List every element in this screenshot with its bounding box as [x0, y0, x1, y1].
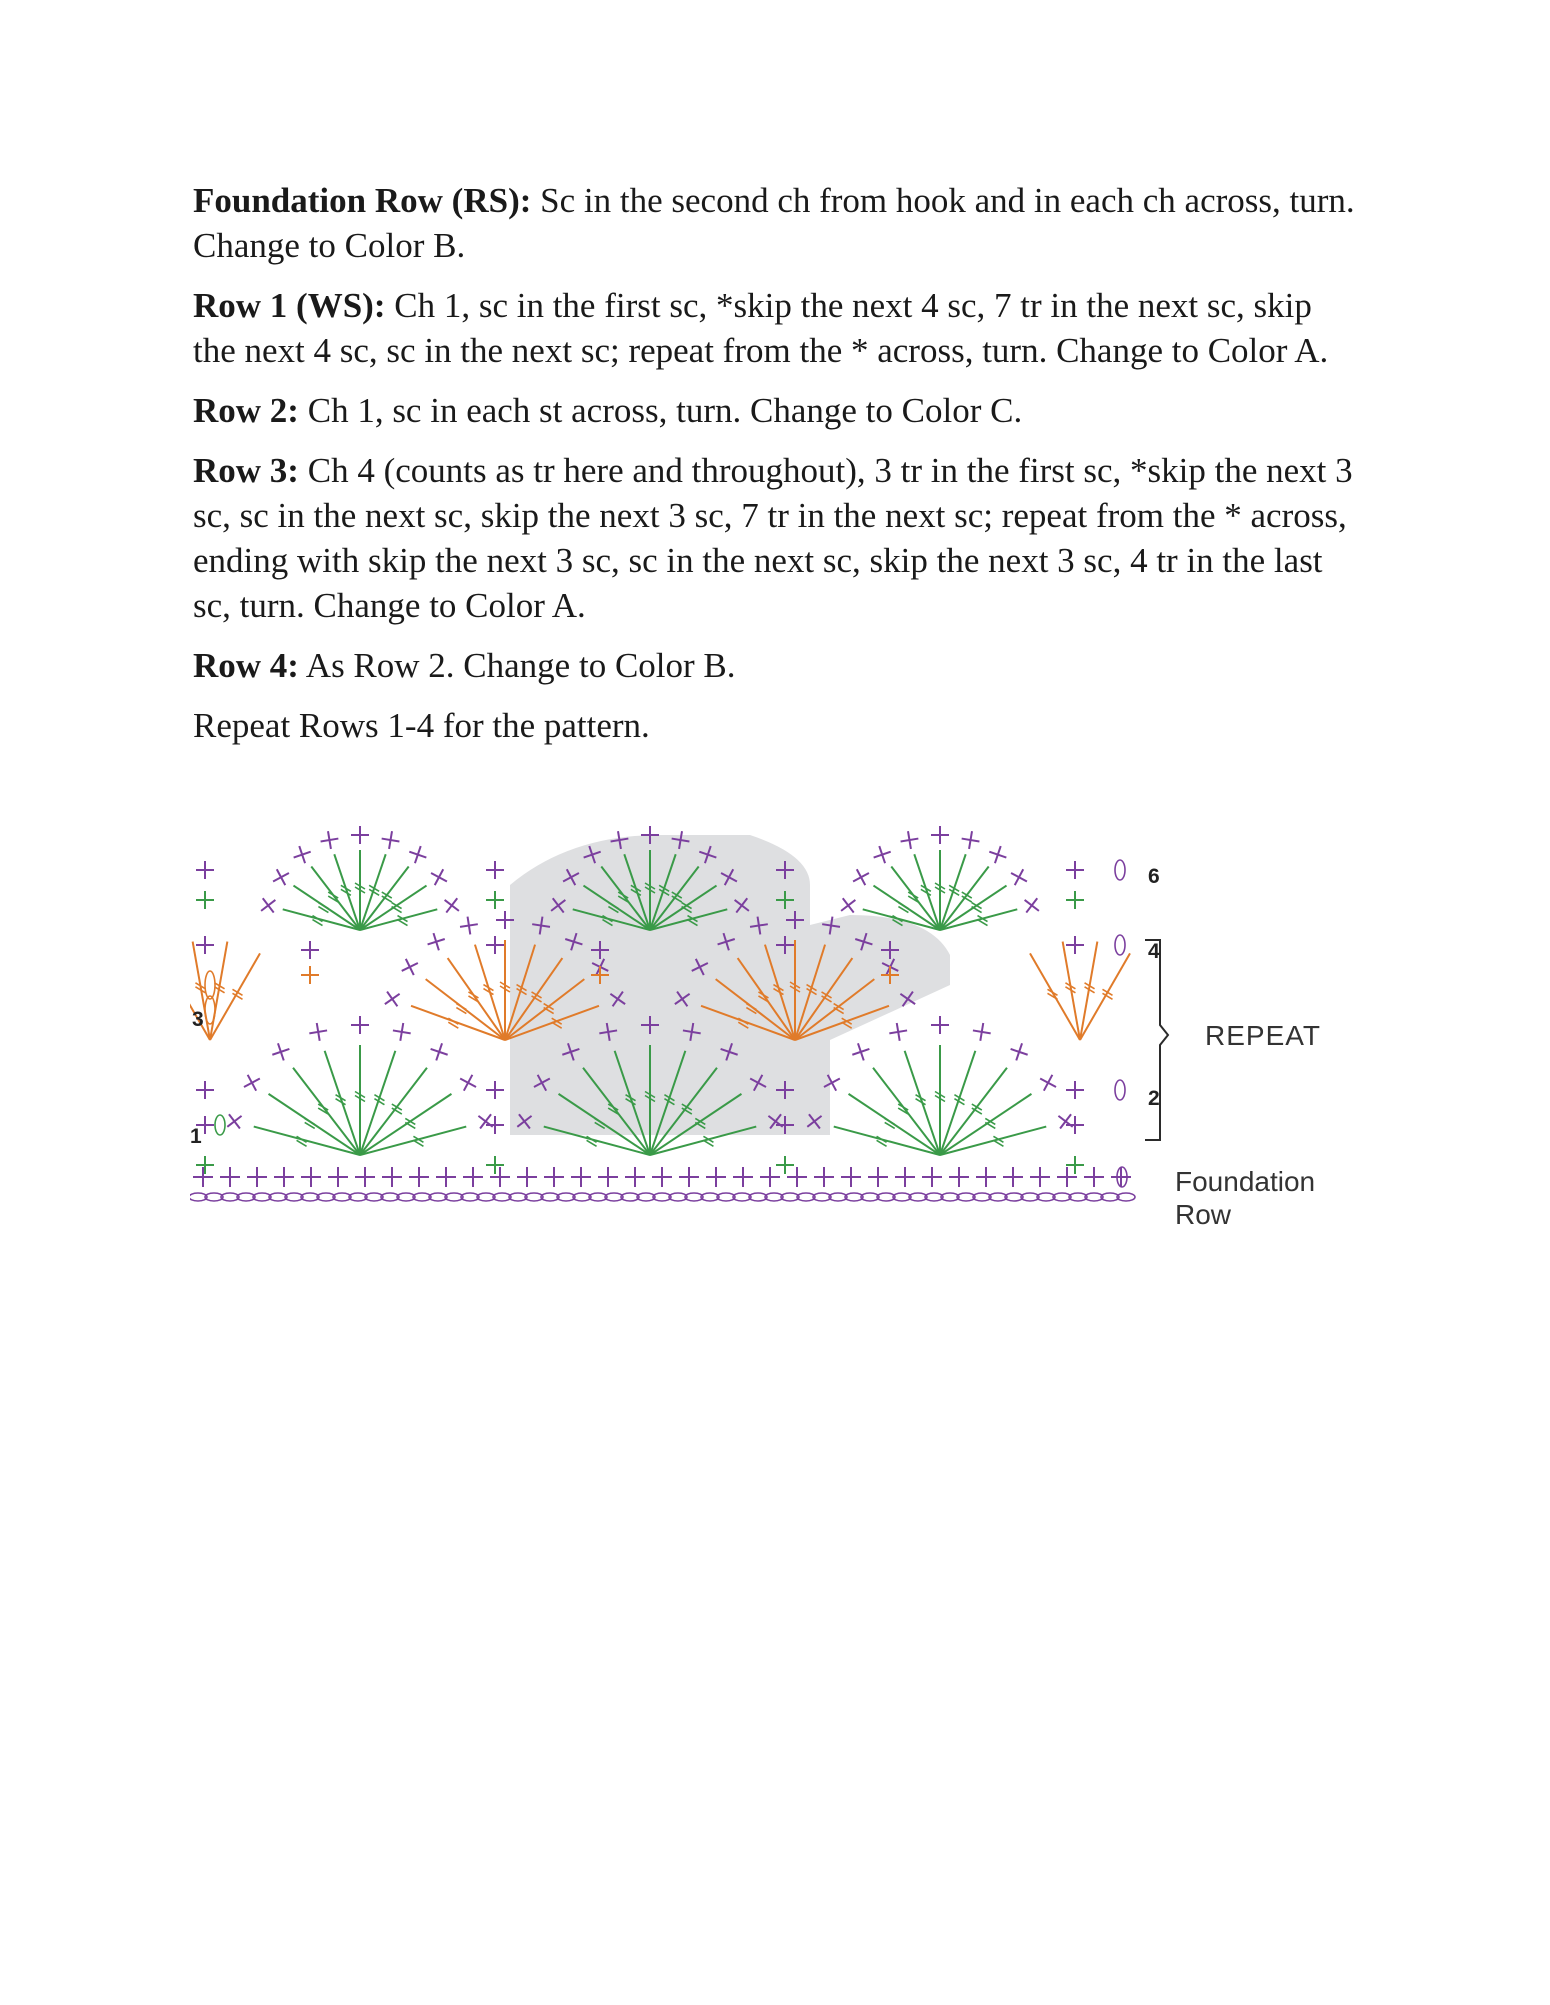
sc-stitch [1036, 1071, 1060, 1095]
sc-stitch [391, 1022, 412, 1043]
paragraph-label: Row 4: [193, 646, 299, 685]
paragraph-text: Repeat Rows 1-4 for the pattern. [193, 706, 650, 745]
sc-stitch [679, 1167, 699, 1187]
sc-stitch [1019, 893, 1044, 918]
paragraph-row-3 [193, 448, 1363, 628]
sc-stitch [733, 1167, 753, 1187]
tr-stitch [940, 1094, 1031, 1155]
sc-stitch [398, 955, 422, 979]
repeat-label: REPEAT [1205, 1020, 1321, 1051]
tr-stitch [834, 1127, 940, 1155]
sc-stitch [849, 865, 873, 889]
sc-stitch [490, 1167, 510, 1187]
tr-stitch [293, 1068, 360, 1155]
sc-stitch [301, 966, 319, 984]
tr-stitch [283, 909, 360, 930]
paragraph-label: Row 2: [193, 391, 299, 430]
sc-stitch [1066, 891, 1084, 909]
tr-stitch [360, 1127, 466, 1155]
sc-stitch [256, 893, 281, 918]
sc-stitch [274, 1167, 294, 1187]
sc-stitch [427, 865, 451, 889]
sc-stitch [706, 1167, 726, 1187]
sc-stitch [960, 830, 981, 851]
instructions [193, 178, 1363, 763]
sc-stitch [976, 1167, 996, 1187]
sc-stitch [436, 1167, 456, 1187]
foundation-row-label: Foundation Row [1175, 1166, 1316, 1230]
tr-stitch [254, 1127, 360, 1155]
row-number-6: 6 [1148, 865, 1160, 888]
paragraph-text: Ch 4 (counts as tr here and throughout), 3 tr in the first sc, *skip the next 3 sc, sc in the next sc, skip the next 3 sc, 7 tr in the next sc; repeat from the * across, ending with skip the next 3 sc, sc in the next sc, skip the next 3 sc, 4 tr in the last sc, turn. Change to Color A. [193, 451, 1353, 625]
sc-stitch [425, 930, 448, 953]
sc-stitch [868, 1167, 888, 1187]
tr-stitch [360, 1051, 395, 1155]
sc-stitch [308, 1022, 329, 1043]
sc-stitch [517, 1167, 537, 1187]
turn-chain [1115, 860, 1125, 880]
sc-stitch [760, 1167, 780, 1187]
sc-stitch [456, 1071, 480, 1095]
sc-stitch [486, 891, 504, 909]
sc-stitch [269, 1040, 292, 1063]
sc-stitch [949, 1167, 969, 1187]
sc-stitch [1066, 936, 1084, 954]
sc-stitch [1003, 1167, 1023, 1187]
tr-stitch [940, 1051, 975, 1155]
sc-stitch [814, 1167, 834, 1187]
sc-stitch [776, 1156, 794, 1174]
sc-stitch [382, 1167, 402, 1187]
sc-stitch [409, 1167, 429, 1187]
sc-stitch [841, 1167, 861, 1187]
sc-stitch [269, 865, 293, 889]
sc-stitch [571, 1167, 591, 1187]
sc-stitch [544, 1167, 564, 1187]
sc-stitch [888, 1022, 909, 1043]
paragraph-row-1 [193, 283, 1363, 373]
turn-chain [1115, 1080, 1125, 1100]
sc-stitch [301, 1167, 321, 1187]
sc-stitch [196, 1156, 214, 1174]
tr-stitch [940, 1127, 1046, 1155]
sc-stitch [1066, 1081, 1084, 1099]
sc-stitch [406, 843, 429, 866]
sc-stitch [486, 1081, 504, 1099]
sc-stitch [196, 861, 214, 879]
sc-stitch [220, 1167, 240, 1187]
paragraph-text: Ch 1, sc in the first sc, *skip the next 4 sc, 7 tr in the next sc, skip the next 4 sc, sc in the next sc; repeat from the * across, turn. Change to Color A. [193, 286, 1329, 370]
sc-stitch [598, 1167, 618, 1187]
sc-stitch [1066, 1156, 1084, 1174]
paragraph-foundation-row [193, 178, 1363, 268]
sc-stitch [1007, 865, 1031, 889]
sc-stitch [380, 830, 401, 851]
row-number-2: 2 [1148, 1087, 1160, 1110]
sc-stitch [871, 843, 894, 866]
sc-stitch [328, 1167, 348, 1187]
row-number-3: 3 [192, 1008, 204, 1031]
sc-stitch [193, 1167, 213, 1187]
sc-stitch [1030, 1167, 1050, 1187]
paragraph-row-4 [193, 643, 1363, 688]
sc-stitch [931, 1016, 949, 1034]
sc-stitch [486, 1156, 504, 1174]
sc-stitch [351, 1016, 369, 1034]
sc-stitch [899, 830, 920, 851]
turn-chain [215, 1115, 225, 1135]
sc-stitch [931, 826, 949, 844]
sc-stitch [486, 861, 504, 879]
sc-stitch [196, 936, 214, 954]
sc-stitch [301, 941, 319, 959]
sc-stitch [291, 843, 314, 866]
sc-stitch [849, 1040, 872, 1063]
sc-stitch [463, 1167, 483, 1187]
paragraph-label: Row 1 (WS): [193, 286, 386, 325]
sc-stitch [1111, 1167, 1131, 1187]
sc-stitch [1084, 1167, 1104, 1187]
tr-stitch [311, 867, 360, 930]
sc-stitch [222, 1109, 247, 1134]
turn-chain [1115, 935, 1125, 955]
sc-stitch [895, 1167, 915, 1187]
sc-stitch [196, 891, 214, 909]
paragraph-row-2 [193, 388, 1363, 433]
paragraph-text: Ch 1, sc in each st across, turn. Change to Color C. [298, 391, 1023, 430]
sc-stitch [240, 1071, 264, 1095]
paragraph-label: Foundation Row (RS): [193, 181, 532, 220]
sc-stitch [1066, 861, 1084, 879]
sc-stitch [319, 830, 340, 851]
sc-stitch [247, 1167, 267, 1187]
sc-stitch [459, 915, 480, 936]
sc-stitch [922, 1167, 942, 1187]
sc-stitch [196, 1081, 214, 1099]
sc-stitch [787, 1167, 807, 1187]
sc-stitch [1008, 1040, 1031, 1063]
sc-stitch [428, 1040, 451, 1063]
row-number-1: 1 [190, 1125, 202, 1148]
turn-chain [205, 996, 215, 1024]
sc-stitch [351, 826, 369, 844]
sc-stitch [986, 843, 1009, 866]
sc-stitch [652, 1167, 672, 1187]
tr-stitch [411, 1006, 505, 1040]
tr-stitch [873, 1068, 940, 1155]
tr-stitch [914, 854, 940, 930]
row-number-4: 4 [1148, 940, 1160, 963]
paragraph-text: As Row 2. Change to Color B. [298, 646, 736, 685]
sc-stitch [486, 936, 504, 954]
turn-chain [205, 971, 215, 999]
sc-stitch [439, 893, 464, 918]
paragraph-repeat [193, 703, 1363, 748]
tr-stitch [334, 854, 360, 930]
paragraph-label: Row 3: [193, 451, 299, 490]
tr-stitch [360, 1094, 451, 1155]
crochet-chart [190, 825, 1360, 1245]
sc-stitch [971, 1022, 992, 1043]
sc-stitch [380, 986, 405, 1011]
sc-stitch [625, 1167, 645, 1187]
paragraph-text: Sc in the second ch from hook and in each ch across, turn. Change to Color B. [193, 181, 1355, 265]
sc-stitch [836, 893, 861, 918]
sc-stitch [355, 1167, 375, 1187]
